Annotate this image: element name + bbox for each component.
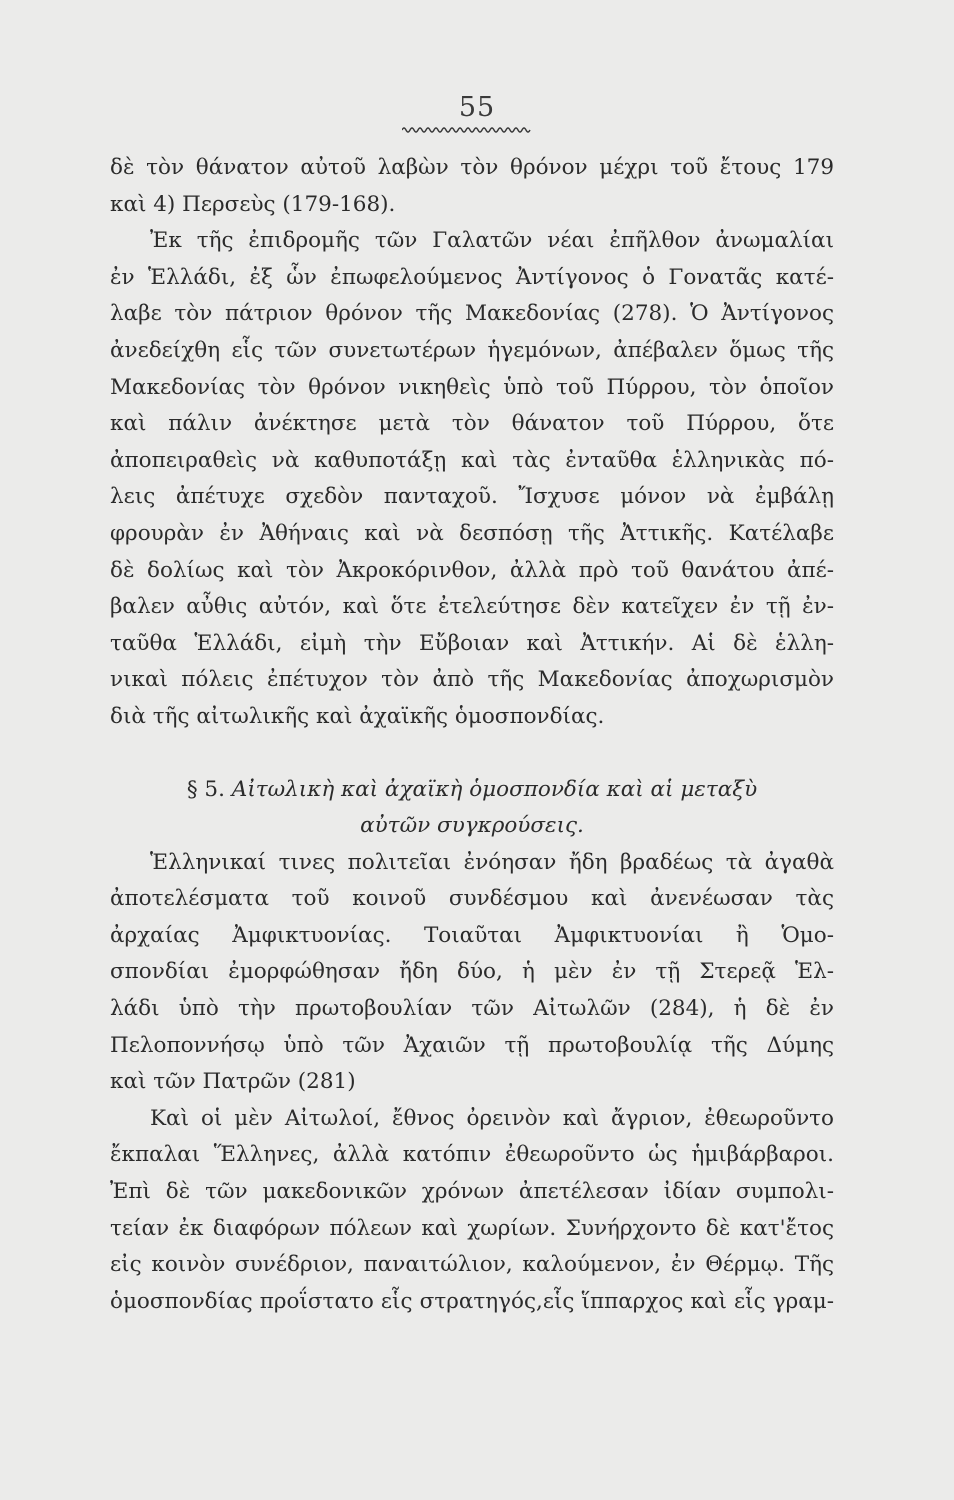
- text-line: Ἑλληνικαί τινες πολιτεῖαι ἐνόησαν ἤδη βραδέως τὰ ἀγαθὰ: [150, 849, 834, 875]
- text-line: λάδι ὑπὸ τὴν πρωτοβουλίαν τῶν Αἰτωλῶν (284), ἡ δὲ ἐν: [110, 996, 834, 1022]
- text-line: νικαὶ πόλεις ἐπέτυχον τὸν ἀπὸ τῆς Μακεδονίας ἀποχωρισμὸν: [110, 667, 834, 693]
- text-line: καὶ πάλιν ἀνέκτησε μετὰ τὸν θάνατον τοῦ Πύρρου, ὅτε: [110, 411, 834, 437]
- text-line: τείαν ἐκ διαφόρων πόλεων καὶ χωρίων. Συνήρχοντο δὲ κατ'ἔτος: [110, 1215, 834, 1241]
- heading-line: [110, 772, 834, 809]
- paragraph-1: [110, 150, 834, 223]
- text-line: Ἐκ τῆς ἐπιδρομῆς τῶν Γαλατῶν νέαι ἐπῆλθον ἀνωμαλίαι: [150, 228, 834, 254]
- wavy-rule-ornament: [402, 126, 532, 134]
- page-number: 55: [458, 92, 496, 123]
- text-line: ταῦθα Ἑλλάδι, εἰμὴ τὴν Εὔβοιαν καὶ Ἀττικήν. Αἱ δὲ ἑλλη-: [110, 630, 834, 656]
- text-line: σπονδίαι ἐμορφώθησαν ἤδη δύο, ἡ μὲν ἐν τῇ Στερεᾷ Ἑλ-: [110, 959, 834, 985]
- heading-line: αὐτῶν συγκρούσεις.: [360, 813, 584, 839]
- text-line: φρουρὰν ἐν Ἀθήναις καὶ νὰ δεσπόσῃ τῆς Ἀττικῆς. Κατέλαβε: [110, 520, 834, 546]
- text-line: ἔκπαλαι Ἕλληνες, ἀλλὰ κατόπιν ἐθεωροῦντο ὡς ἡμιβάρβαροι.: [110, 1142, 834, 1168]
- text-line: Ἐπὶ δὲ τῶν μακεδονικῶν χρόνων ἀπετέλεσαν ἰδίαν συμπολι-: [110, 1179, 834, 1205]
- text-line: ἀνεδείχθη εἷς τῶν συνετωτέρων ἡγεμόνων, ἀπέβαλεν ὅμως τῆς: [110, 337, 834, 363]
- text-line: Πελοποννήσῳ ὑπὸ τῶν Ἀχαιῶν τῇ πρωτοβουλίᾳ τῆς Δύμης: [110, 1032, 834, 1058]
- text-line: ὁμοσπονδίας προΐστατο εἷς στρατηγός,εἷς ἵππαρχος καὶ εἷς γραμ-: [110, 1288, 834, 1314]
- text-line: ἐν Ἑλλάδι, ἐξ ὧν ἐπωφελούμενος Ἀντίγονος ὁ Γονατᾶς κατέ-: [110, 264, 834, 290]
- text-line: δὲ τὸν θάνατον αὐτοῦ λαβὼν τὸν θρόνον μέχρι τοῦ ἔτους 179: [110, 155, 834, 180]
- text-line: βαλεν αὖθις αὐτόν, καὶ ὅτε ἐτελεύτησε δὲν κατεῖχεν ἐν τῇ ἐν-: [110, 594, 834, 620]
- paragraph-3: [110, 845, 834, 1101]
- text-line: ἀρχαίας Ἀμφικτυονίας. Τοιαῦται Ἀμφικτυονίαι ἢ Ὁμο-: [110, 922, 834, 948]
- text-line: Μακεδονίας τὸν θρόνον νικηθεὶς ὑπὸ τοῦ Πύρρου, τὸν ὁποῖον: [110, 374, 834, 400]
- body-text: [110, 150, 834, 1320]
- section-heading: [110, 772, 834, 845]
- text-line: διὰ τῆς αἰτωλικῆς καὶ ἀχαϊκῆς ὁμοσπονδίας.: [110, 703, 605, 729]
- text-line: καὶ τῶν Πατρῶν (281): [110, 1069, 356, 1095]
- text-line: καὶ 4) Περσεὺς (179-168).: [110, 191, 396, 217]
- text-line: Καὶ οἱ μὲν Αἰτωλοί, ἔθνος ὀρεινὸν καὶ ἄγριον, ἐθεωροῦντο: [150, 1105, 834, 1131]
- text-line: εἰς κοινὸν συνέδριον, παναιτώλιον, καλούμενον, ἐν Θέρμῳ. Τῆς: [110, 1252, 834, 1278]
- text-line: λεις ἀπέτυχε σχεδὸν πανταχοῦ. Ἴσχυσε μόνον νὰ ἐμβάλῃ: [110, 484, 834, 510]
- section-number: § 5.: [186, 776, 225, 802]
- text-line: ἀποπειραθεὶς νὰ καθυποτάξῃ καὶ τὰς ἐνταῦθα ἑλληνικὰς πό-: [110, 447, 834, 473]
- paragraph-2: [110, 223, 834, 735]
- text-line: ἀποτελέσματα τοῦ κοινοῦ συνδέσμου καὶ ἀνενέωσαν τὰς: [110, 886, 834, 912]
- paragraph-4: [110, 1101, 834, 1321]
- text-line: δὲ δολίως καὶ τὸν Ἀκροκόρινθον, ἀλλὰ πρὸ τοῦ θανάτου ἀπέ-: [110, 557, 834, 583]
- text-line: λαβε τὸν πάτριον θρόνον τῆς Μακεδονίας (278). Ὁ Ἀντίγονος: [110, 301, 834, 327]
- heading-title: Αἰτωλικὴ καὶ ἀχαϊκὴ ὁμοσπονδία καὶ αἱ μεταξὺ: [231, 776, 758, 802]
